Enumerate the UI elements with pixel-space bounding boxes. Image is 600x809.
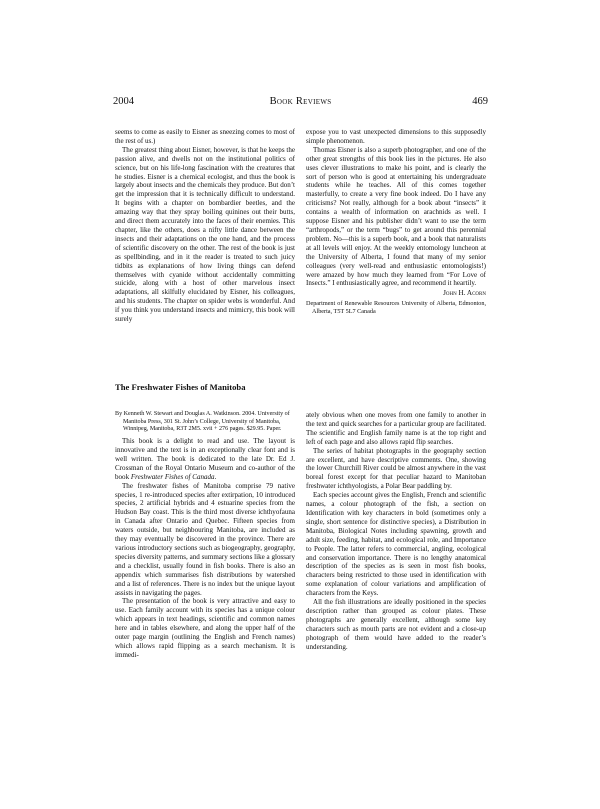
review1-paragraph: Thomas Eisner is also a superb photographer, and one of the other great strengths of this book lies in the pictures. He also uses clever illustrations to make his point, and is clearly the sort of person who is good at entertaining his undergraduate students while he teaches. All of this comes together masterfully, to create a very fine book indeed. Do I have any criticisms? Not really, although for a book about “insects” it contains a wealth of information on arachnids as well. I suppose Eisner and his publisher didn’t want to use the term “arthropods,” or the term “bugs” to get around this perennial problem. No—this is a superb book, and a book that naturalists at all levels will enjoy. At the weekly entomology luncheon at the University of Alberta, I found that many of my senior colleagues (very well-read and enthusiastic entomologists!) were amazed by how much they learned from “For Love of Insects.” I enthusiastically agree, and recommend it heartily. <box>306 145 486 288</box>
running-header <box>113 95 488 109</box>
review2-paragraph: All the fish illustrations are ideally positioned in the species description rather than grouped as colour plates. These photographs are generally excellent, although some key characters such as mouth parts are not evident and a close-up photograph of them would have added to the reader’s understanding. <box>306 598 486 651</box>
review1-column-left <box>115 128 295 324</box>
header-page-number: 469 <box>472 96 488 107</box>
header-year: 2004 <box>113 96 134 107</box>
review2-byline: By Kenneth W. Stewart and Douglas A. Watkinson. 2004. University of Manitoba Press, 301 St. John’s College, University of Manitoba, Winnipeg, Manitoba, R3T 2M5. xvii + 276 pages. $29.95. Paper. <box>115 411 290 433</box>
review2-paragraph: The presentation of the book is very attractive and easy to use. Each family account with its species has a unique colour which appears in text headings, scientific and common names here and in tables elsewhere, and along the upper half of the outer page margin (outlining the English and French names) which allows rapid flipping as a search mechanism. It is immedi- <box>115 597 295 659</box>
header-section-title: Book Reviews <box>269 96 332 107</box>
review2-paragraph: ately obvious when one moves from one family to another in the text and quick searches for a particular group are facilitated. The scientific and English family name is at the top right and left of each page and also allows rapid flip searches. <box>306 411 486 446</box>
review2-paragraph: The freshwater fishes of Manitoba comprise 79 native species, 1 re-introduced species after extirpation, 10 introduced species, 2 artificial hybrids and 4 estuarine species from the Hudson Bay coast. This is the third most diverse ichthyofauna in Canada after Ontario and Quebec. Fifteen species from waters outside, but neighbouring Manitoba, are included as they may eventually be discovered in the province. There are various introductory sections such as biogeography, geography, species diversity patterns, and summary sections like a glossary and a checklist, usually found in fish books. There is also an appendix which summarises fish distributions by watershed and a list of references. There is no index but the unique layout assists in navigating the pages. <box>115 481 295 597</box>
review2-title: The Freshwater Fishes of Manitoba <box>115 382 246 392</box>
review2-paragraph: Each species account gives the English, French and scientific names, a colour photograph of the fish, a section on Identification with key characters in bold (sometimes only a single, short sentence for distinctive species), a Distribution in Manitoba, Biological Notes including spawning, growth and adult size, feeding, habitat, and ecological role, and Importance to People. The latter refers to commercial, angling, ecological and conservation importance. There is no lengthy anatomical description of the species as is seen in most fish books, characters being restricted to those used in identification with some explanation of colour variations and amplification of characters from the Keys. <box>306 491 486 598</box>
review1-paragraph: expose you to vast unexpected dimensions to this supposedly simple phenomenon. <box>306 128 486 145</box>
review2-paragraph <box>115 437 295 482</box>
review1-paragraph: The greatest thing about Eisner, however, is that he keeps the passion alive, and dwells not on the institutional politics of science, but on his life-long fascination with the creatures that he studies. Eisner is a chemical ecologist, and thus the book is largely about insects and the chemicals they produce. But don’t get the impression that it is technically difficult to understand. It begins with a chapter on bombardier beetles, and the amazing way that they spray boiling quinines out their butts, and direct them accurately into the faces of their enemies. This chapter, like the others, does a nifty little dance between the insects and their adaptations on the one hand, and the process of scientific discovery on the other. The rest of the book is just as spellbinding, and in it the reader is treated to such juicy tidbits as explanations of how living things can defend themselves with cyanide without accidentally committing suicide, along with a host of other marvelous insect adaptations, all skilfully elucidated by Eisner, his colleagues, and his students. The chapter on spider webs is wonderful. And if you think you understand insects and mimicry, this book will surely <box>115 145 295 324</box>
review2-paragraph-text: This book is a delight to read and use. The layout is innovative and the text is in an exceptionally clear font and is well written. The book is dedicated to the late Dr. Ed J. Crossman of the Royal Ontario Museum and co-author of the book <box>115 437 295 481</box>
review2-column-right <box>306 411 486 651</box>
book-title-italic: Freshwater Fishes of Canada <box>130 472 215 481</box>
review1-column-right <box>306 128 486 315</box>
reviewer-affiliation: Department of Renewable Resources University of Alberta, Edmonton, Alberta, T5T 5L7 Canada <box>306 300 486 315</box>
review2-column-left <box>115 411 295 660</box>
review2-paragraph-text: . <box>214 472 217 481</box>
review1-paragraph: seems to come as easily to Eisner as sneezing comes to most of the rest of us.) <box>115 128 295 145</box>
review2-paragraph: The series of habitat photographs in the geography section are excellent, and have descriptive comments. One, showing the lower Churchill River could be almost anywhere in the vast boreal forest except for that peculiar hazard to Manitoban freshwater ichthyologists, a Polar Bear paddling by. <box>306 446 486 491</box>
reviewer-signature: John H. Acorn <box>443 289 486 298</box>
